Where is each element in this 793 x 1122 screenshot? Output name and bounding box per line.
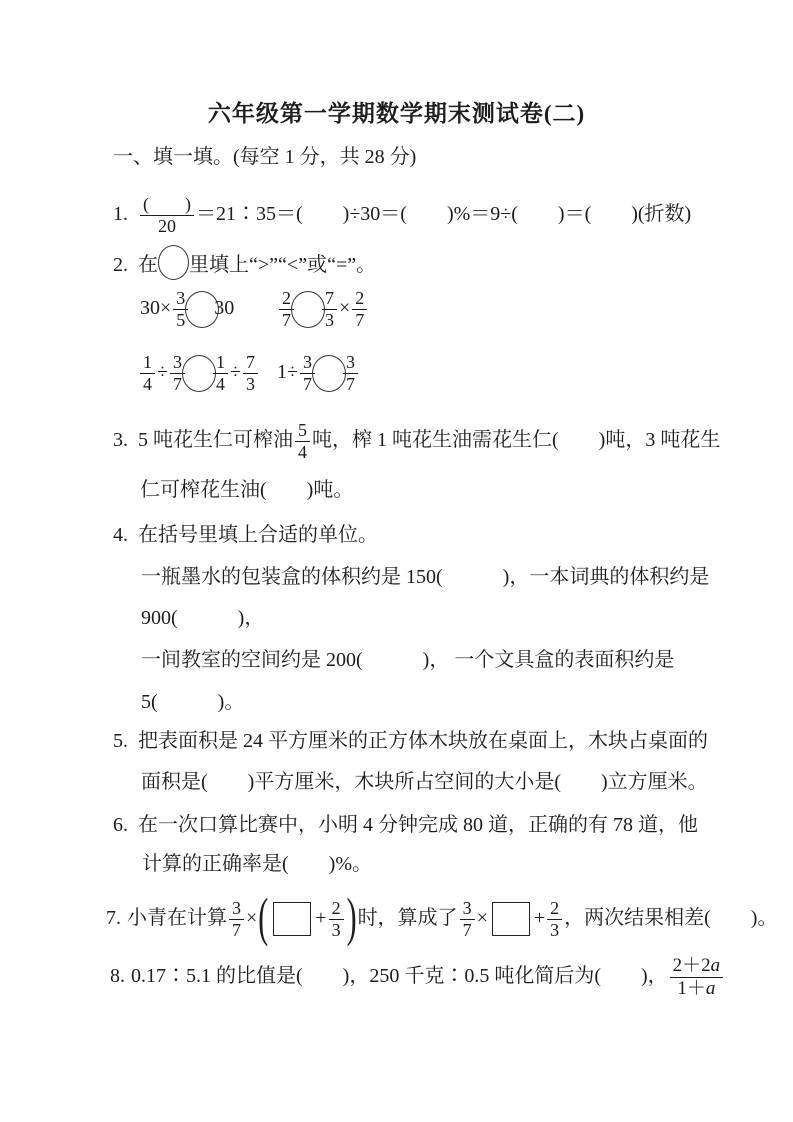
question-6-text: 在一次口算比赛中，小明 4 分钟完成 80 道，正确的有 78 道，他 xyxy=(138,814,698,836)
question-3-text: 5 吨花生仁可榨油 xyxy=(138,428,293,451)
fraction-denominator: 3 xyxy=(550,919,560,940)
question-2-number: 2. xyxy=(113,254,128,276)
question-7-number: 7. xyxy=(106,906,121,929)
question-6-number: 6. xyxy=(113,814,128,836)
question-2-row1-right xyxy=(277,288,369,330)
fraction-denominator: 4 xyxy=(215,373,225,394)
fraction-denominator: 7 xyxy=(355,309,365,330)
fraction xyxy=(140,194,194,236)
blank-box xyxy=(492,902,530,936)
question-5-line-1 xyxy=(113,726,708,756)
comparison-circle-icon xyxy=(291,291,325,328)
fraction-numerator: 2 xyxy=(279,288,294,310)
question-7-text: ，两次结果相差( )。 xyxy=(564,906,778,929)
expr-text: × xyxy=(339,296,351,319)
fraction-numerator: 1 xyxy=(140,352,155,374)
question-2-text-post: 里填上“>”“<”或“=”。 xyxy=(189,254,377,276)
fraction-numerator: 5 xyxy=(295,420,310,442)
fraction xyxy=(229,898,244,940)
fraction-numerator xyxy=(670,955,724,978)
fraction-denominator: 3 xyxy=(325,309,334,330)
fraction xyxy=(343,352,358,394)
fraction-numerator: 7 xyxy=(243,352,258,374)
question-2-row1-left xyxy=(140,288,234,330)
comparison-circle-icon xyxy=(182,355,216,392)
question-4-number: 4. xyxy=(113,524,128,546)
fraction xyxy=(322,288,337,330)
question-5-line-2: 面积是( )平方厘米，木块所占空间的大小是( )立方厘米。 xyxy=(141,771,708,793)
fraction-denominator: 7 xyxy=(345,373,355,394)
fraction-denominator: 3 xyxy=(245,373,255,394)
question-3-text: 吨，榨 1 吨花生油需花生仁( )吨，3 吨花生 xyxy=(312,428,721,451)
multiply-sign: × xyxy=(246,906,258,929)
page-title: 六年级第一学期数学期末测试卷(二) xyxy=(207,101,586,126)
denominator-text: 1＋ xyxy=(677,977,706,999)
fraction xyxy=(352,288,367,330)
question-8-text: 0.17∶5.1 的比值是( )，250 千克∶0.5 吨化简后为( )， xyxy=(131,964,668,987)
fraction-numerator: 7 xyxy=(322,288,337,310)
fraction xyxy=(329,898,344,940)
fraction-denominator: 7 xyxy=(172,373,182,394)
plus-sign: + xyxy=(533,906,546,929)
fraction-denominator: 4 xyxy=(298,441,307,462)
big-paren-left: ( xyxy=(258,888,269,948)
question-4-text: 在括号里填上合适的单位。 xyxy=(138,524,378,546)
question-5-text: 把表面积是 24 平方厘米的正方体木块放在桌面上，木块占桌面的 xyxy=(138,730,708,752)
fraction-numerator: 2 xyxy=(329,898,344,920)
big-paren-right: ) xyxy=(346,888,357,948)
fraction xyxy=(547,898,562,940)
numerator-text: 2＋2 xyxy=(672,955,711,976)
fraction xyxy=(460,898,475,940)
fraction-denominator: 7 xyxy=(282,309,291,330)
question-2 xyxy=(113,245,376,280)
fraction-denominator: 7 xyxy=(232,919,241,940)
fraction-denominator: 3 xyxy=(331,919,341,940)
fraction-numerator: 1 xyxy=(213,352,228,374)
fraction xyxy=(295,420,310,462)
question-3-number: 3. xyxy=(113,428,128,451)
fraction xyxy=(243,352,258,394)
blank-box xyxy=(273,902,311,936)
fraction-denominator: 5 xyxy=(176,309,186,330)
question-1 xyxy=(113,194,691,236)
question-3-line-1 xyxy=(113,420,720,462)
question-1-number: 1. xyxy=(113,202,128,225)
variable-a: a xyxy=(705,977,716,999)
question-7 xyxy=(106,888,778,948)
fraction-numerator: 3 xyxy=(300,352,315,374)
fraction-numerator: 2 xyxy=(352,288,367,310)
plus-sign: + xyxy=(315,906,327,929)
fraction-numerator: 3 xyxy=(460,898,475,920)
question-2-row2-right xyxy=(277,352,360,394)
expr-text: 30× xyxy=(140,296,172,319)
fraction-denominator: 7 xyxy=(462,919,472,940)
question-7-text: 时，算成了 xyxy=(357,906,458,929)
question-8-number: 8. xyxy=(110,964,125,987)
variable-a: a xyxy=(710,955,721,976)
fraction-denominator: 20 xyxy=(158,215,176,236)
fraction-numerator: ( ) xyxy=(140,194,194,216)
fraction-numerator: 3 xyxy=(343,352,358,374)
fraction xyxy=(213,352,228,394)
question-4-line-2: 一瓶墨水的包装盒的体积约是 150( )，一本词典的体积约是 xyxy=(141,566,710,588)
expr-text: ÷ xyxy=(229,360,241,383)
fraction-numerator: 3 xyxy=(170,352,185,374)
question-2-text-pre: 在 xyxy=(138,254,158,276)
fraction-denominator: 7 xyxy=(302,373,312,394)
fraction-denominator xyxy=(670,978,724,1000)
question-4-line-3: 900( )， xyxy=(141,607,265,629)
fraction xyxy=(140,352,155,394)
expr-text: ÷ xyxy=(157,360,168,383)
question-4-line-4: 一间教室的空间约是 200( )， 一个文具盒的表面积约是 xyxy=(141,649,675,671)
expr-text: 30 xyxy=(214,296,235,319)
fraction-numerator: 3 xyxy=(229,898,244,920)
multiply-sign: × xyxy=(476,906,488,929)
question-4-line-5: 5( )。 xyxy=(141,691,245,713)
section-heading: 一、填一填。(每空 1 分，共 28 分) xyxy=(113,146,417,168)
question-4-line-1 xyxy=(113,520,378,550)
question-6-line-1 xyxy=(113,810,698,840)
fraction-denominator: 4 xyxy=(143,373,152,394)
question-1-text: ＝21∶35＝( )÷30＝( )%＝9÷( )＝( )(折数) xyxy=(196,202,692,225)
fraction-numerator: 2 xyxy=(547,898,562,920)
comparison-circle-icon xyxy=(158,245,189,280)
fraction-numerator: 3 xyxy=(173,288,188,310)
expr-text: 1÷ xyxy=(277,360,298,383)
question-2-row2-left xyxy=(138,352,260,394)
comparison-circle-icon xyxy=(312,355,346,392)
fraction xyxy=(670,955,724,1000)
question-8 xyxy=(110,955,725,1000)
question-5-number: 5. xyxy=(113,730,128,752)
question-3-line-2: 仁可榨花生油( )吨。 xyxy=(140,479,354,501)
question-6-line-2: 计算的正确率是( )%。 xyxy=(142,853,372,875)
question-7-text: 小青在计算 xyxy=(127,906,227,929)
